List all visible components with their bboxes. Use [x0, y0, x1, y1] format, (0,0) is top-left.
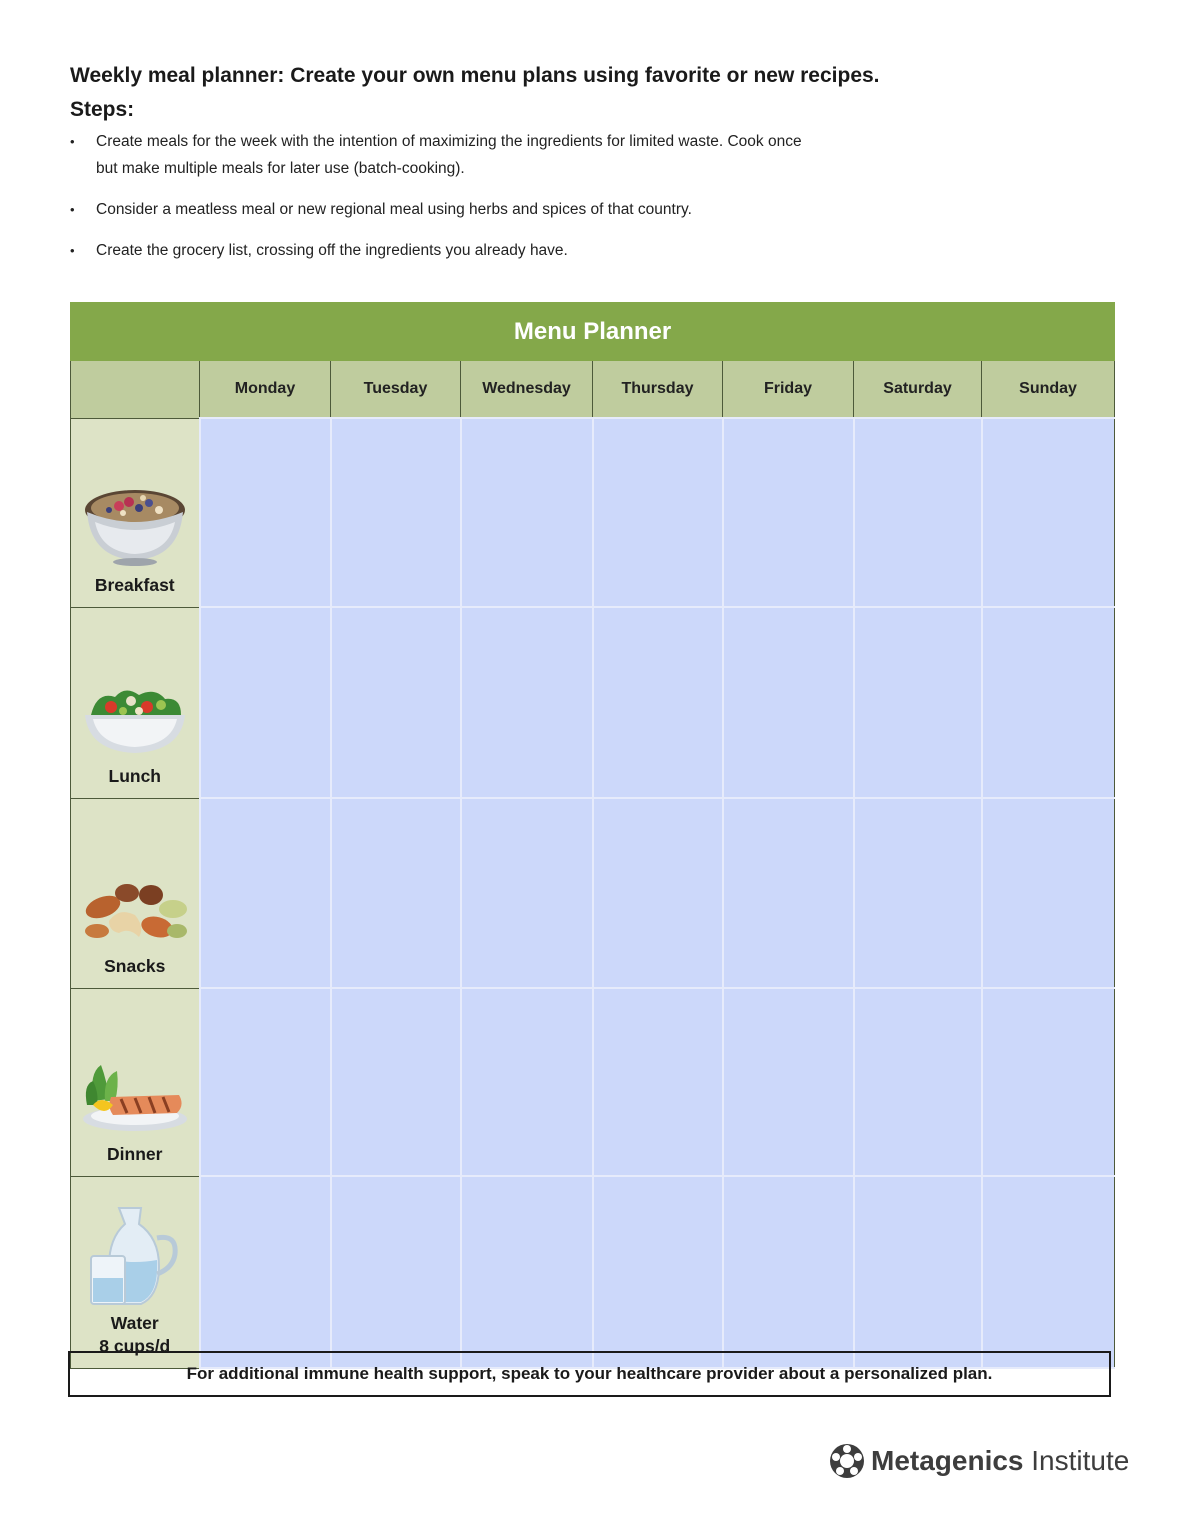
meal-entry-cell[interactable]	[723, 418, 854, 607]
day-header: Saturday	[854, 361, 982, 419]
planner-title: Menu Planner	[71, 303, 1115, 361]
meal-entry-cell[interactable]	[461, 607, 593, 798]
meal-entry-cell[interactable]	[723, 1176, 854, 1368]
meal-entry-cell[interactable]	[593, 1176, 723, 1368]
meal-entry-cell[interactable]	[331, 1176, 461, 1368]
page-title: Weekly meal planner: Create your own menu plans using favorite or new recipes.	[70, 64, 880, 87]
meal-entry-cell[interactable]	[723, 988, 854, 1176]
meal-entry-cell[interactable]	[854, 607, 982, 798]
meal-entry-cell[interactable]	[854, 418, 982, 607]
meal-row-water	[71, 1176, 1115, 1368]
meal-label: Water	[110, 1312, 159, 1333]
meal-entry-cell[interactable]	[982, 798, 1115, 988]
meal-entry-cell[interactable]	[854, 798, 982, 988]
meal-row-snacks	[71, 798, 1115, 988]
meal-entry-cell[interactable]	[854, 988, 982, 1176]
meal-sublabel: 8 cups/d	[99, 1335, 171, 1356]
meal-entry-cell[interactable]	[200, 607, 331, 798]
meal-entry-cell[interactable]	[723, 607, 854, 798]
meal-label: Lunch	[108, 765, 161, 786]
meal-entry-cell[interactable]	[982, 988, 1115, 1176]
step-item: • Create the grocery list, crossing off the ingredients you already have.	[70, 237, 850, 264]
meal-entry-cell[interactable]	[723, 798, 854, 988]
day-header: Friday	[723, 361, 854, 419]
salmon-plate-icon	[79, 1061, 191, 1135]
meal-entry-cell[interactable]	[982, 607, 1115, 798]
meal-entry-cell[interactable]	[982, 1176, 1115, 1368]
meal-row-lunch	[71, 607, 1115, 798]
day-header: Tuesday	[331, 361, 461, 419]
meal-entry-cell[interactable]	[331, 798, 461, 988]
day-header: Sunday	[982, 361, 1115, 419]
meal-entry-cell[interactable]	[200, 418, 331, 607]
oatmeal-bowl-icon	[81, 482, 189, 566]
meal-entry-cell[interactable]	[461, 1176, 593, 1368]
nuts-icon	[79, 877, 191, 947]
meal-entry-cell[interactable]	[200, 1176, 331, 1368]
bullet-icon: •	[70, 243, 75, 258]
meal-entry-cell[interactable]	[982, 418, 1115, 607]
meal-entry-cell[interactable]	[593, 798, 723, 988]
meal-label-cell	[71, 798, 200, 988]
meal-label: Snacks	[104, 955, 166, 976]
steps-heading: Steps:	[70, 98, 135, 121]
day-header: Thursday	[593, 361, 723, 419]
meal-entry-cell[interactable]	[331, 988, 461, 1176]
meal-row-dinner	[71, 988, 1115, 1176]
step-item: • Create meals for the week with the intention of maximizing the ingredients for limited waste. Cook once but make multiple meals for later use (batch-cooking).	[70, 128, 850, 182]
meal-entry-cell[interactable]	[461, 418, 593, 607]
step-item: • Consider a meatless meal or new regional meal using herbs and spices of that country.	[70, 196, 850, 223]
meal-entry-cell[interactable]	[200, 988, 331, 1176]
metagenics-logo-icon	[829, 1443, 865, 1479]
meal-entry-cell[interactable]	[593, 418, 723, 607]
meal-entry-cell[interactable]	[331, 418, 461, 607]
brand-logo	[829, 1443, 1129, 1479]
meal-entry-cell[interactable]	[461, 988, 593, 1176]
brand-name: Metagenics Institute	[871, 1445, 1130, 1476]
meal-entry-cell[interactable]	[200, 798, 331, 988]
meal-entry-cell[interactable]	[854, 1176, 982, 1368]
salad-bowl-icon	[81, 685, 189, 757]
meal-entry-cell[interactable]	[593, 607, 723, 798]
steps-list	[70, 128, 850, 278]
meal-label-cell	[71, 418, 200, 607]
corner-cell	[71, 361, 200, 419]
footer-note: For additional immune health support, speak to your healthcare provider about a personalized plan.	[68, 1351, 1111, 1397]
day-header-row	[71, 361, 1115, 419]
meal-label: Dinner	[107, 1143, 163, 1164]
meal-label-cell	[71, 988, 200, 1176]
menu-planner-table	[70, 302, 1115, 1369]
day-header: Monday	[200, 361, 331, 419]
meal-entry-cell[interactable]	[461, 798, 593, 988]
day-header: Wednesday	[461, 361, 593, 419]
meal-label-cell	[71, 1176, 200, 1368]
meal-entry-cell[interactable]	[593, 988, 723, 1176]
water-pitcher-icon	[85, 1204, 185, 1308]
bullet-icon: •	[70, 202, 75, 217]
meal-row-breakfast	[71, 418, 1115, 607]
meal-entry-cell[interactable]	[331, 607, 461, 798]
bullet-icon: •	[70, 134, 75, 149]
meal-label: Breakfast	[94, 574, 175, 595]
meal-label-cell	[71, 607, 200, 798]
